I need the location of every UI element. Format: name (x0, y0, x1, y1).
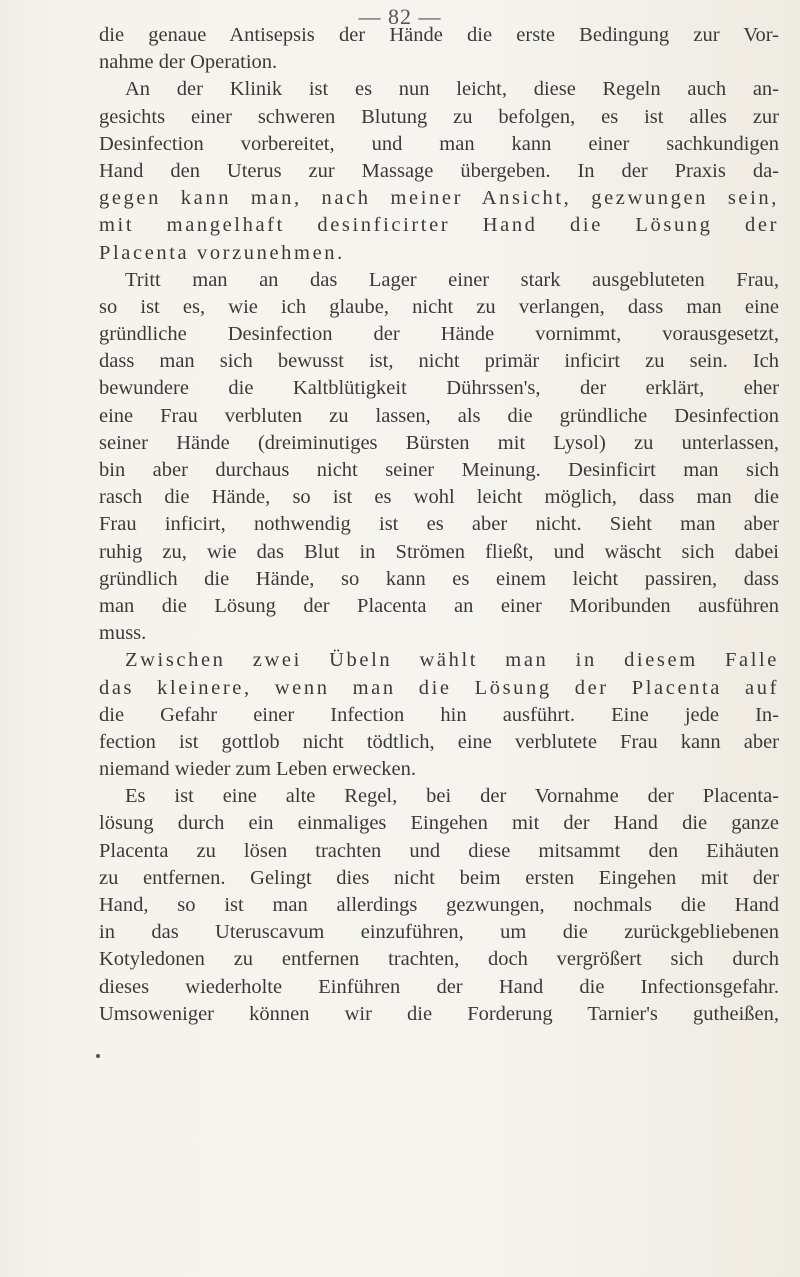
text-line: Frau inficirt, nothwendig ist es aber nicht. Sieht man aber (99, 513, 779, 536)
text-line: nahme der Operation. (99, 51, 278, 74)
text-line: gründlich die Hände, so kann es einem leicht passiren, dass (99, 567, 779, 590)
text-line: man die Lösung der Placenta an einer Moribunden ausführen (99, 594, 779, 617)
text-line: Es ist eine alte Regel, bei der Vornahme der Placenta- (125, 785, 779, 808)
text-line: Zwischen zwei Übeln wählt man in diesem Falle (125, 649, 779, 672)
text-line: niemand wieder zum Leben erwecken. (99, 758, 417, 781)
text-line: so ist es, wie ich glaube, nicht zu verlangen, dass man eine (99, 295, 779, 318)
text-line: Placenta zu lösen trachten und diese mitsammt den Eihäuten (99, 839, 779, 862)
text-line: Hand, so ist man allerdings gezwungen, nochmals die Hand (99, 894, 779, 916)
text-line: bewundere die Kaltblütigkeit Dührssen's, der erklärt, eher (99, 377, 779, 400)
page-number: — 82 — (358, 4, 442, 29)
text-line: gründliche Desinfection der Hände vornimmt, vorausgesetzt, (99, 323, 779, 346)
text-line: Placenta vorzunehmen. (99, 241, 345, 264)
text-line: Umsoweniger können wir die Forderung Tarnier's gutheißen, (99, 1002, 779, 1025)
text-line: eine Frau verbluten zu lassen, als die gründliche Desinfection (99, 404, 779, 427)
text-line: An der Klinik ist es nun leicht, diese Regeln auch an- (125, 78, 779, 101)
text-line: mit mangelhaft desinficirter Hand die Lösung der (99, 214, 779, 237)
text-line: dieses wiederholte Einführen der Hand die Infectionsgefahr. (99, 975, 779, 998)
text-line: ruhig zu, wie das Blut in Strömen fließt, und wäscht sich dabei (99, 540, 779, 563)
text-line: lösung durch ein einmaliges Eingehen mit der Hand die ganze (99, 812, 779, 835)
text-line: bin aber durchaus nicht seiner Meinung. Desinficirt man sich (99, 459, 779, 481)
text-line: dass man sich bewusst ist, nicht primär inficirt zu sein. Ich (99, 350, 779, 373)
text-line: gegen kann man, nach meiner Ansicht, gezwungen sein, (99, 187, 779, 210)
body-text (99, 22, 779, 1028)
text-line: rasch die Hände, so ist es wohl leicht möglich, dass man die (99, 486, 779, 509)
text-line: Hand den Uterus zur Massage übergeben. In der Praxis da- (99, 159, 779, 182)
text-line: in das Uteruscavum einzuführen, um die zurückgebliebenen (99, 921, 779, 944)
text-line: Kotyledonen zu entfernen trachten, doch vergrößert sich durch (99, 948, 779, 971)
text-line: das kleinere, wenn man die Lösung der Placenta auf (99, 676, 779, 699)
text-line: fection ist gottlob nicht tödtlich, eine verblutete Frau kann aber (99, 730, 779, 753)
text-line: die genaue Antisepsis der Hände die erste Bedingung zur Vor- (99, 24, 779, 46)
text-line: muss. (99, 622, 147, 645)
text-line: Desinfection vorbereitet, und man kann einer sachkundigen (99, 132, 779, 155)
text-line: zu entfernen. Gelingt dies nicht beim ersten Eingehen mit der (99, 866, 779, 889)
text-line: die Gefahr einer Infection hin ausführt. Eine jede In- (99, 703, 779, 726)
text-line: Tritt man an das Lager einer stark ausgebluteten Frau, (125, 268, 779, 291)
text-line: gesichts einer schweren Blutung zu befolgen, es ist alles zur (99, 105, 779, 128)
ink-speck (96, 1054, 100, 1058)
text-line: seiner Hände (dreiminutiges Bürsten mit Lysol) zu unterlassen, (99, 431, 779, 454)
